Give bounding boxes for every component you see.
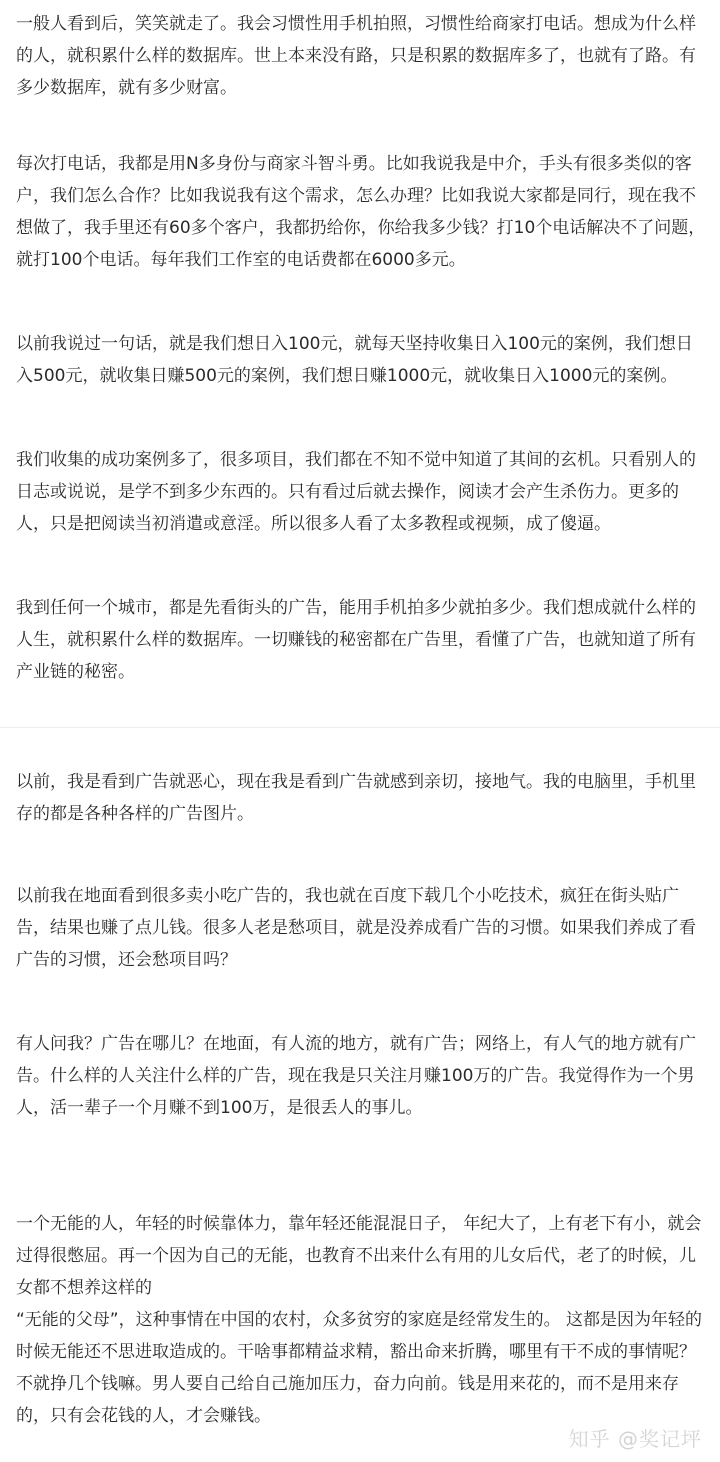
paragraph-10: “无能的父母”，这种事情在中国的农村，众多贫穷的家庭是经常发生的。 这都是因为年轻的时候无能还不思进取造成的。干啥事都精益求精，豁出命来折腾，哪里有干不成的事情呢？不就挣几个钱嘛。男人要自己给自己施加压力，奋力向前。钱是用来花的，而不是用来存的，只有会花钱的人，才会赚钱。 [16, 1310, 703, 1426]
paragraph-4: 我们收集的成功案例多了，很多项目，我们都在不知不觉中知道了其间的玄机。只看别人的日志或说说，是学不到多少东西的。只有看过后就去操作，阅读才会产生杀伤力。更多的人，只是把阅读当初消遣或意淫。所以很多人看了太多教程或视频，成了傻逼。 [16, 450, 696, 534]
zhihu-watermark: 知乎 @奖记坪 [568, 1427, 702, 1451]
paragraph-8: 有人问我？广告在哪儿？在地面，有人流的地方，就有广告；网络上，有人气的地方就有广告。什么样的人关注什么样的广告，现在我是只关注月赚100万的广告。我觉得作为一个男人，活一辈子一个月赚不到100万，是很丢人的事儿。 [16, 1034, 696, 1118]
paragraph-7: 以前我在地面看到很多卖小吃广告的，我也就在百度下载几个小吃技术，疯狂在街头贴广告，结果也赚了点儿钱。很多人老是愁项目，就是没养成看广告的习惯。如果我们养成了看广告的习惯，还会愁项目吗？ [16, 886, 696, 970]
section-divider [0, 727, 720, 728]
paragraph-3: 以前我说过一句话，就是我们想日入100元，就每天坚持收集日入100元的案例，我们想日入500元，就收集日赚500元的案例，我们想日赚1000元，就收集日入1000元的案例。 [16, 334, 693, 386]
paragraph-2: 每次打电话，我都是用N多身份与商家斗智斗勇。比如我说我是中介，手头有很多类似的客户，我们怎么合作？比如我说我有这个需求，怎么办理？比如我说大家都是同行，现在我不想做了，我手里还有60多个客户，我都扔给你，你给我多少钱？打10个电话解决不了问题，就打100个电话。每年我们工作室的电话费都在6000多元。 [16, 154, 706, 270]
paragraph-1: 一般人看到后，笑笑就走了。我会习惯性用手机拍照，习惯性给商家打电话。想成为什么样的人，就积累什么样的数据库。世上本来没有路，只是积累的数据库多了，也就有了路。有多少数据库，就有多少财富。 [16, 14, 696, 98]
paragraph-5: 我到任何一个城市，都是先看街头的广告，能用手机拍多少就拍多少。我们想成就什么样的人生，就积累什么样的数据库。一切赚钱的秘密都在广告里，看懂了广告，也就知道了所有产业链的秘密。 [16, 598, 696, 682]
paragraph-9: 一个无能的人，年轻的时候靠体力，靠年轻还能混混日子， 年纪大了，上有老下有小，就会过得很憋屈。再一个因为自己的无能，也教育不出来什么有用的儿女后代，老了的时候，儿女都不想养这样的 [16, 1214, 702, 1298]
paragraph-6: 以前，我是看到广告就恶心，现在我是看到广告就感到亲切，接地气。我的电脑里，手机里存的都是各种各样的广告图片。 [16, 772, 696, 824]
